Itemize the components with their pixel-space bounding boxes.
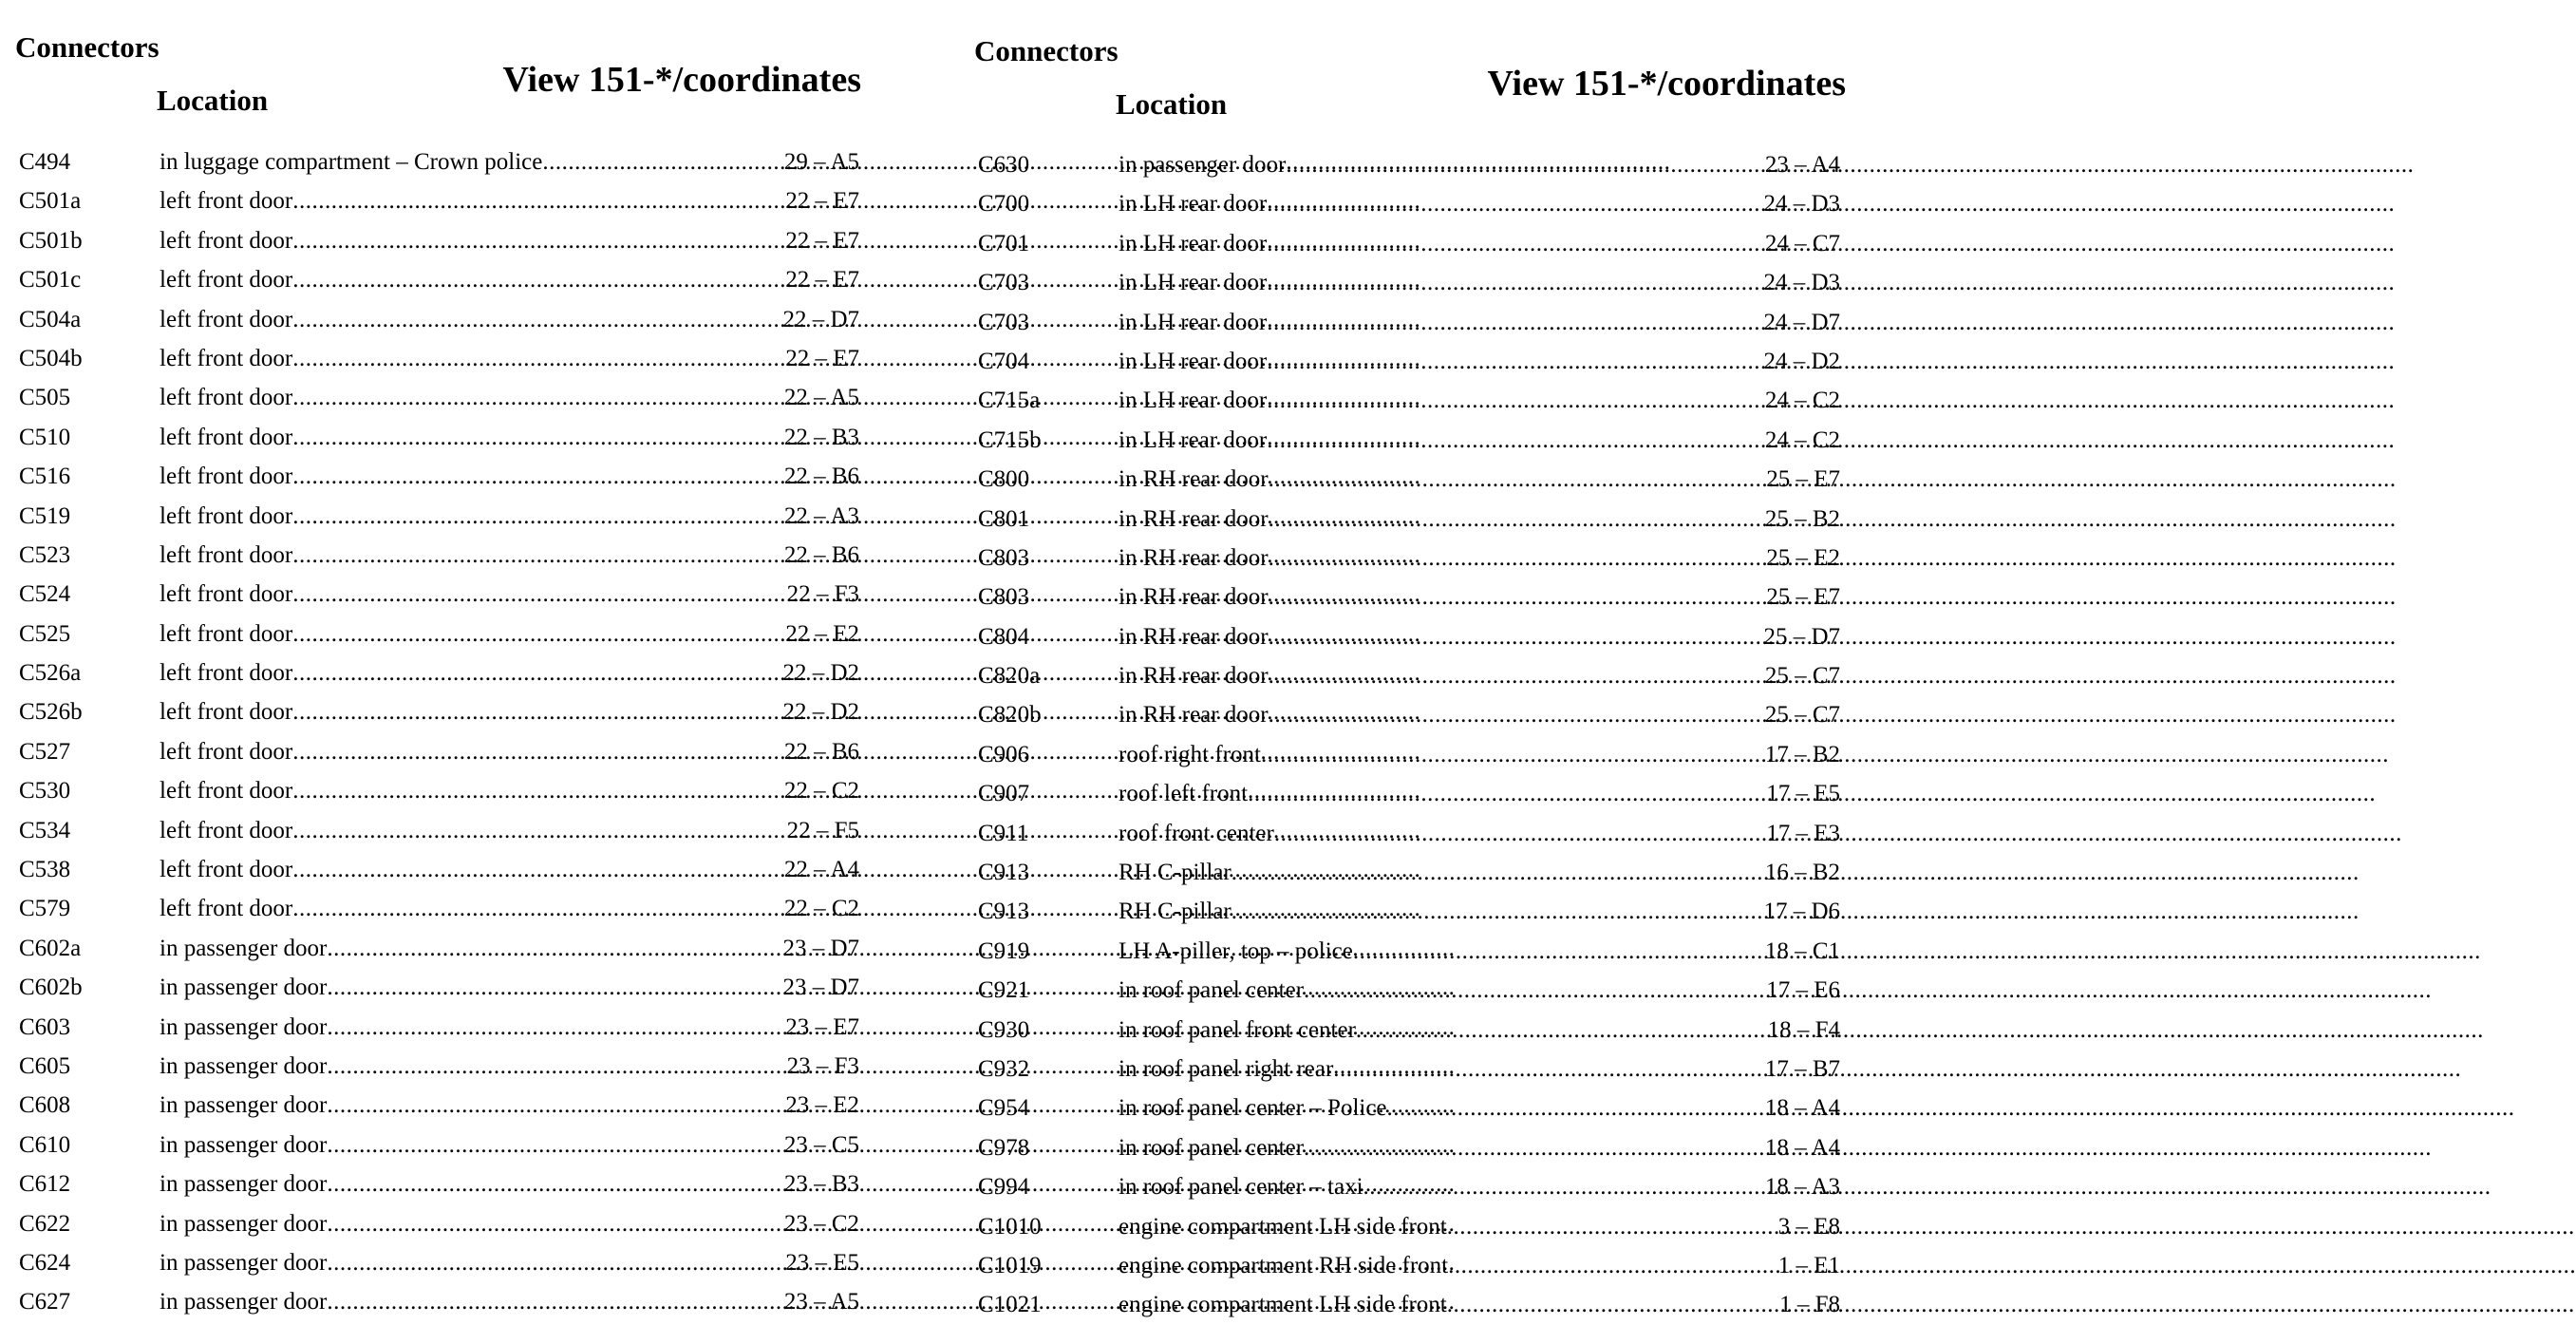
connector-coordinates: 17 – B7 xyxy=(1764,1055,1840,1082)
connector-location: in passenger door ..... xyxy=(160,1204,718,1243)
connector-coordinates: 24 – D3 xyxy=(1763,191,1840,218)
connector-id: C919 xyxy=(978,937,1030,964)
table-row xyxy=(0,378,893,417)
connector-coordinates: 22 – E7 xyxy=(785,227,859,254)
connector-location: left front door ..... xyxy=(160,811,718,850)
connector-location: in passenger door ..... xyxy=(160,1164,718,1203)
connector-location: in luggage compartment – Crown police ..... xyxy=(160,142,718,181)
view-coordinates-heading: View 151-*/coordinates xyxy=(502,60,861,100)
connector-coordinates: 16 – B2 xyxy=(1764,860,1840,886)
connector-coordinates: 25 – C7 xyxy=(1764,663,1840,690)
table-row xyxy=(0,497,893,536)
table-row xyxy=(0,1282,893,1321)
connector-location: in RH rear door ..... xyxy=(1119,539,1679,577)
connector-id: C494 xyxy=(19,149,71,175)
connector-id: C921 xyxy=(978,977,1030,1004)
connector-location: in RH rear door ..... xyxy=(1119,460,1679,499)
table-row xyxy=(0,1086,893,1125)
connector-location: in roof panel center ..... xyxy=(1119,1128,1679,1167)
table-row xyxy=(0,850,893,889)
table-row xyxy=(0,418,893,457)
connector-id: C505 xyxy=(19,385,71,411)
connector-coordinates: 23 – D7 xyxy=(782,975,859,1001)
connector-location: in RH rear door ..... xyxy=(1119,695,1679,734)
connector-coordinates: 24 – C2 xyxy=(1764,388,1840,414)
table-row xyxy=(959,1088,1852,1127)
table-row xyxy=(959,695,1852,734)
connector-id: C501a xyxy=(19,188,82,215)
location-heading: Location xyxy=(1116,87,1228,121)
connector-location: in roof panel center – Police ..... xyxy=(1119,1088,1679,1127)
table-row xyxy=(959,1050,1852,1088)
table-row xyxy=(959,735,1852,774)
connector-location: in RH rear door ..... xyxy=(1119,500,1679,539)
connector-coordinates: 23 – C5 xyxy=(783,1131,859,1158)
connector-id: C530 xyxy=(19,778,71,804)
connector-coordinates: 3 – E8 xyxy=(1777,1213,1840,1240)
left-column xyxy=(0,0,893,1316)
connector-id: C602a xyxy=(19,935,82,961)
connector-id: C715a xyxy=(978,388,1041,414)
connector-id: C704 xyxy=(978,348,1030,374)
table-row xyxy=(0,615,893,653)
connector-location: in LH rear door ..... xyxy=(1119,184,1679,223)
connector-location: in roof panel right rear ..... xyxy=(1119,1050,1679,1088)
table-row xyxy=(959,971,1852,1010)
table-row xyxy=(0,1008,893,1047)
connector-location: engine compartment LH side front ..... xyxy=(1119,1207,1679,1246)
connector-coordinates: 18 – A4 xyxy=(1764,1095,1840,1122)
connector-id: C510 xyxy=(19,424,71,450)
table-row xyxy=(0,536,893,575)
connector-id: C612 xyxy=(19,1171,71,1198)
table-row xyxy=(0,692,893,731)
connector-id: C603 xyxy=(19,1013,71,1040)
connector-coordinates: 17 – E3 xyxy=(1766,820,1840,846)
connector-id: C526b xyxy=(19,699,83,726)
connector-id: C516 xyxy=(19,464,71,490)
table-row xyxy=(0,732,893,771)
connector-id: C701 xyxy=(978,230,1030,256)
connector-location: in roof panel center – taxi ..... xyxy=(1119,1167,1679,1206)
connector-id: C1019 xyxy=(978,1252,1042,1278)
connector-id: C501b xyxy=(19,227,83,254)
connector-id: C504a xyxy=(19,306,82,332)
connector-location: left front door ..... xyxy=(160,181,718,220)
connector-location: in passenger door ..... xyxy=(160,1126,718,1164)
connector-coordinates: 1 – E1 xyxy=(1777,1252,1840,1278)
connector-id: C579 xyxy=(19,896,71,922)
connector-id: C994 xyxy=(978,1174,1030,1201)
connector-coordinates: 22 – B6 xyxy=(783,541,859,568)
view-coordinates-heading: View 151-*/coordinates xyxy=(1487,64,1846,104)
connector-id: C932 xyxy=(978,1055,1030,1082)
table-row xyxy=(0,339,893,378)
connector-location: roof left front ..... xyxy=(1119,774,1679,813)
connector-id: C907 xyxy=(978,781,1030,807)
connector-id: C715b xyxy=(978,426,1042,453)
connector-location: left front door ..... xyxy=(160,850,718,889)
connector-id: C804 xyxy=(978,623,1030,650)
table-row xyxy=(0,457,893,496)
table-row xyxy=(959,1207,1852,1246)
connector-location: left front door ..... xyxy=(160,653,718,692)
connector-coordinates: 23 – A5 xyxy=(783,1289,859,1316)
table-row xyxy=(959,617,1852,656)
connector-id: C534 xyxy=(19,817,71,843)
connector-coordinates: 25 – D7 xyxy=(1763,623,1840,650)
connector-location: in passenger door ..... xyxy=(160,1243,718,1282)
table-row xyxy=(0,1164,893,1203)
table-row xyxy=(0,221,893,260)
connector-id: C630 xyxy=(978,152,1030,178)
connector-location: left front door ..... xyxy=(160,615,718,653)
connector-coordinates: 23 – D7 xyxy=(782,935,859,961)
connector-location: left front door ..... xyxy=(160,536,718,575)
connector-coordinates: 22 – D7 xyxy=(782,306,859,332)
connector-coordinates: 22 – F5 xyxy=(786,817,859,843)
connector-id: C519 xyxy=(19,502,71,529)
connector-location: roof right front ..... xyxy=(1119,735,1679,774)
connector-coordinates: 22 – F3 xyxy=(786,581,859,608)
connector-coordinates: 18 – F4 xyxy=(1767,1016,1840,1043)
connector-coordinates: 23 – C2 xyxy=(783,1210,859,1237)
table-row xyxy=(0,260,893,299)
connector-coordinates: 25 – E7 xyxy=(1766,466,1840,493)
connector-location: left front door ..... xyxy=(160,889,718,928)
connector-location: in LH rear door ..... xyxy=(1119,263,1679,302)
connector-id: C526a xyxy=(19,660,82,687)
connector-location: in LH rear door ..... xyxy=(1119,224,1679,263)
connector-location: left front door ..... xyxy=(160,418,718,457)
connector-coordinates: 22 – C2 xyxy=(783,896,859,922)
connector-id: C703 xyxy=(978,309,1030,335)
connector-coordinates: 17 – E6 xyxy=(1766,977,1840,1004)
connector-location: RH C-pillar ..... xyxy=(1119,892,1679,931)
connector-location: in passenger door ..... xyxy=(160,1008,718,1047)
connector-location: left front door ..... xyxy=(160,497,718,536)
table-row xyxy=(0,1243,893,1282)
connectors-heading: Connectors xyxy=(15,30,160,64)
connector-location: in passenger door ..... xyxy=(160,1086,718,1125)
table-row xyxy=(0,575,893,614)
connector-coordinates: 18 – A4 xyxy=(1764,1134,1840,1161)
connector-location: in passenger door ..... xyxy=(160,1282,718,1321)
connector-coordinates: 17 – E5 xyxy=(1766,781,1840,807)
connector-location: left front door ..... xyxy=(160,732,718,771)
connector-coordinates: 23 – E7 xyxy=(785,1013,859,1040)
connector-location: left front door ..... xyxy=(160,339,718,378)
table-row xyxy=(959,145,1852,184)
table-row xyxy=(959,656,1852,695)
connector-coordinates: 23 – F3 xyxy=(786,1052,859,1079)
connector-coordinates: 17 – B2 xyxy=(1764,741,1840,767)
connector-location: left front door ..... xyxy=(160,378,718,417)
table-row xyxy=(959,500,1852,539)
connector-location: in roof panel front center ..... xyxy=(1119,1011,1679,1050)
connector-id: C627 xyxy=(19,1289,71,1316)
table-row xyxy=(959,1285,1852,1324)
table-row xyxy=(0,889,893,928)
connector-coordinates: 24 – D3 xyxy=(1763,270,1840,296)
connector-id: C1010 xyxy=(978,1213,1042,1240)
table-row xyxy=(959,774,1852,813)
connector-id: C801 xyxy=(978,505,1030,532)
table-row xyxy=(959,1011,1852,1050)
table-row xyxy=(0,300,893,339)
table-row xyxy=(959,421,1852,460)
connector-location: RH C-pillar ..... xyxy=(1119,853,1679,892)
table-row xyxy=(959,1167,1852,1206)
connector-id: C538 xyxy=(19,857,71,883)
connector-coordinates: 22 – D2 xyxy=(782,660,859,687)
connector-location: engine compartment RH side front ..... xyxy=(1119,1246,1679,1285)
connector-location: in passenger door ..... xyxy=(1119,145,1679,184)
connector-id: C624 xyxy=(19,1249,71,1276)
connector-location: left front door ..... xyxy=(160,575,718,614)
connector-list xyxy=(959,145,1852,1325)
connector-id: C911 xyxy=(978,820,1029,846)
connector-coordinates: 25 – E7 xyxy=(1766,584,1840,611)
connector-location: in RH rear door ..... xyxy=(1119,617,1679,656)
connector-location: in RH rear door ..... xyxy=(1119,656,1679,695)
connector-location: in passenger door ..... xyxy=(160,929,718,968)
table-row xyxy=(959,892,1852,931)
connector-coordinates: 25 – E2 xyxy=(1766,544,1840,571)
table-row xyxy=(0,142,893,181)
connector-location: left front door ..... xyxy=(160,300,718,339)
table-row xyxy=(0,968,893,1007)
connector-coordinates: 23 – E5 xyxy=(785,1249,859,1276)
table-row xyxy=(959,303,1852,342)
connector-coordinates: 25 – C7 xyxy=(1764,702,1840,729)
connector-coordinates: 22 – A4 xyxy=(783,857,859,883)
connector-coordinates: 23 – B3 xyxy=(783,1171,859,1198)
connector-id: C525 xyxy=(19,620,71,647)
table-row xyxy=(959,853,1852,892)
connector-location: left front door ..... xyxy=(160,771,718,810)
connector-coordinates: 18 – C1 xyxy=(1764,937,1840,964)
table-row xyxy=(959,460,1852,499)
connector-coordinates: 22 – E7 xyxy=(785,345,859,371)
table-row xyxy=(0,1126,893,1164)
connector-id: C820b xyxy=(978,702,1042,729)
connector-id: C605 xyxy=(19,1052,71,1079)
table-row xyxy=(959,184,1852,223)
connector-coordinates: 22 – B6 xyxy=(783,464,859,490)
connector-coordinates: 22 – E7 xyxy=(785,267,859,293)
connector-location: in passenger door ..... xyxy=(160,968,718,1007)
connector-id: C978 xyxy=(978,1134,1030,1161)
connector-coordinates: 29 – A5 xyxy=(783,149,859,175)
connector-location: in LH rear door ..... xyxy=(1119,303,1679,342)
table-row xyxy=(959,1128,1852,1167)
connector-location: LH A-piller, top – police ..... xyxy=(1119,932,1679,971)
connector-coordinates: 22 – C2 xyxy=(783,778,859,804)
connector-location: roof front center ..... xyxy=(1119,814,1679,853)
connector-id: C803 xyxy=(978,584,1030,611)
table-row xyxy=(0,1204,893,1243)
connector-id: C906 xyxy=(978,741,1030,767)
connector-location: left front door ..... xyxy=(160,692,718,731)
connector-coordinates: 25 – B2 xyxy=(1764,505,1840,532)
connector-id: C800 xyxy=(978,466,1030,493)
connector-location: in roof panel center ..... xyxy=(1119,971,1679,1010)
connector-coordinates: 22 – A3 xyxy=(783,502,859,529)
connector-coordinates: 24 – C7 xyxy=(1764,230,1840,256)
connector-id: C820a xyxy=(978,663,1041,690)
connector-id: C504b xyxy=(19,345,83,371)
connector-id: C602b xyxy=(19,975,83,1001)
connector-location: in RH rear door ..... xyxy=(1119,577,1679,616)
connector-location: in LH rear door ..... xyxy=(1119,381,1679,420)
table-row xyxy=(959,1246,1852,1285)
connector-location: engine compartment LH side front ..... xyxy=(1119,1285,1679,1324)
table-row xyxy=(0,653,893,692)
table-row xyxy=(959,577,1852,616)
table-row xyxy=(959,342,1852,381)
connector-id: C913 xyxy=(978,860,1030,886)
table-row xyxy=(959,539,1852,577)
location-heading: Location xyxy=(157,84,269,117)
connector-id: C527 xyxy=(19,738,71,765)
connector-id: C610 xyxy=(19,1131,71,1158)
connector-location: left front door ..... xyxy=(160,260,718,299)
connector-id: C930 xyxy=(978,1016,1030,1043)
connector-coordinates: 22 – E2 xyxy=(785,620,859,647)
table-row xyxy=(959,932,1852,971)
table-row xyxy=(959,224,1852,263)
connector-coordinates: 24 – D2 xyxy=(1763,348,1840,374)
connector-coordinates: 22 – B3 xyxy=(783,424,859,450)
connector-location: in passenger door ..... xyxy=(160,1047,718,1086)
connector-id: C803 xyxy=(978,544,1030,571)
connector-coordinates: 22 – D2 xyxy=(782,699,859,726)
table-row xyxy=(959,263,1852,302)
connector-id: C703 xyxy=(978,270,1030,296)
connector-location: in LH rear door ..... xyxy=(1119,421,1679,460)
connector-coordinates: 22 – E7 xyxy=(785,188,859,215)
connector-location: left front door ..... xyxy=(160,457,718,496)
connector-id: C622 xyxy=(19,1210,71,1237)
connector-location: left front door ..... xyxy=(160,221,718,260)
connector-coordinates: 18 – A3 xyxy=(1764,1174,1840,1201)
connector-coordinates: 24 – D7 xyxy=(1763,309,1840,335)
connector-coordinates: 22 – B6 xyxy=(783,738,859,765)
connector-coordinates: 17 – D6 xyxy=(1763,899,1840,925)
connector-coordinates: 24 – C2 xyxy=(1764,426,1840,453)
right-column xyxy=(959,0,1852,1318)
table-row xyxy=(959,814,1852,853)
connector-id: C501c xyxy=(19,267,82,293)
table-row xyxy=(0,181,893,220)
connector-coordinates: 1 – F8 xyxy=(1779,1292,1840,1318)
connector-id: C954 xyxy=(978,1095,1030,1122)
connector-id: C1021 xyxy=(978,1292,1042,1318)
connector-id: C913 xyxy=(978,899,1030,925)
connector-id: C700 xyxy=(978,191,1030,218)
table-row xyxy=(0,771,893,810)
connector-id: C524 xyxy=(19,581,71,608)
table-row xyxy=(959,381,1852,420)
connector-coordinates: 22 – A5 xyxy=(783,385,859,411)
connector-list xyxy=(0,142,893,1322)
connector-coordinates: 23 – E2 xyxy=(785,1092,859,1119)
connector-location: in LH rear door ..... xyxy=(1119,342,1679,381)
table-row xyxy=(0,811,893,850)
connector-id: C523 xyxy=(19,541,71,568)
connector-coordinates: 23 – A4 xyxy=(1764,152,1840,178)
table-row xyxy=(0,929,893,968)
connector-id: C608 xyxy=(19,1092,71,1119)
connectors-heading: Connectors xyxy=(974,34,1119,67)
table-row xyxy=(0,1047,893,1086)
